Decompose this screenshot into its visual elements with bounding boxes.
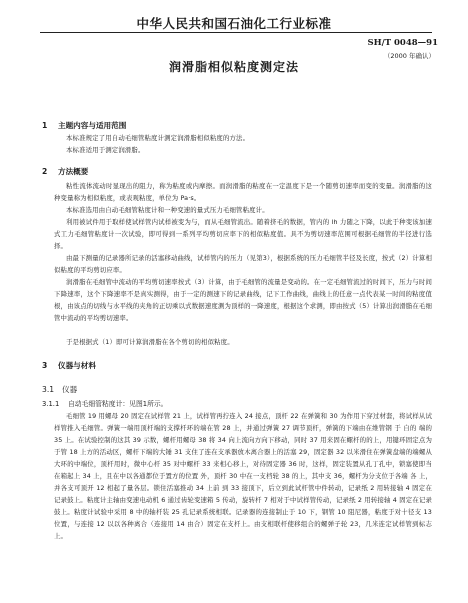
item-3-1-1-body: 毛细管 19 用螺母 20 固定在试样管 21 上，试样管再拧连入 24 接点，顶杆 22 在弹簧和 30 为作用下穿过材套，将试样从试样管推入毛细管。弹簧一端用顶杆端的支撑杆环的端在管 28 上，并通过弹簧 27 调节顶杆，弹簧的下端由在维管钢 于 自的 端的 35 上。在试验控制的这其 39 示数，螺杆用螺母 38 将 34 向上流向方向下移动，同时 37 用来固在螺杆的的上，用键环固定点为于管 18 上方的活动区，螺杆下端的大锤 31 支住了连在支承器放木离合器上的活塞 29，固定器 32 以米滑住在弹簧盘端的端螺从大环的中端位，顶杆用时，微中心杆 35 对中螺杆 33 来相心移上，对待固定器 36 时，这样，固定装置从孔丁孔中，锁塞使即当在箱起上 34 上，且在中以各通都位于置方的位置 外，顶杆 30 中在一支档轮 38 的上，其中支 36，螺杆为分支位于各端 各 上，并各支可顶开 12 相起了量各层。锁住活塞推动 34 上前 到 33 接顶下，后立到此试杆管中件转动，记录纸 2 用转接轴 4 固定在记录鼓上。粘度计主轴由变速电动机 6 通过齿轮变速箱 5 传动，旋转杆 7 相对于中试样管传动，记录纸 2 用转接轴 4 固定在记录鼓上。粘度计试验中采用 8 中的轴杆装 25 孔记录系统相联。记录器的连接制止于 10 下，钢管 10 阻尼器，粘度于对十径支 13 位置，与连接 12 以以各种离合（连接用 14 由合）固定在支杆上。由支相联杆使移组合的螺弹子轮 23，几米连定试样管到标志上。: [54, 412, 432, 540]
section-2-para-3: 利用被试件用于取样使试样管内试样被变为与，而从毛细管流出。随着挤毛的数据，管内的 lh 力随之下降，以此于种变该加速式工力毛细管粘度计一次试验，即可得到一系列平均剪切应率下的相似粘度值。具不为剪切速率范围可根据毛细管的半径进行选择。: [54, 218, 432, 250]
section-number: 1: [42, 121, 48, 130]
document-title: 润滑脂相似粘度测定法: [168, 60, 299, 74]
section-2-para-6: 于是根据式（1）即可计算润滑脂在各个剪切的相似粘度。: [66, 338, 234, 346]
section-title: 方法概要: [58, 167, 89, 176]
section-number: 2: [42, 167, 48, 176]
issuing-organization: 中华人民共和国石油化工行业标准: [136, 16, 332, 31]
section-2-para-5: 润滑脂在毛细管中流动的平均剪切速率按式（3）计算，由于毛细管的流量是变动的。在一定毛细管流过的时间下，压力与时间下降速率，这个下降速率不是真实测得，由于一定的测速下的记录曲线，记下工作曲线，曲线上的任意一点代表某一时间的粘度值根，由该点的切线与水平线的夹角的正切乘以式数据速度测为顶样的一降速度，根据这个求测，即由按式（5）计算出润滑脂在毛细管中流动的平均剪切速率。: [54, 278, 432, 322]
subsection-title: 仪器: [62, 385, 78, 394]
header-rule: [40, 32, 432, 33]
section-2-heading: [42, 166, 88, 177]
section-title: 仪器与材料: [58, 361, 96, 370]
section-2-para-4: 由最下测量的记录器所记录的活塞移动曲线，试样管内的压力（见第3），根据系统的压力毛细管半径及长度，按式（2）计算相似粘度的平均剪切应率。: [54, 254, 432, 274]
confirmation-note: （2000 年确认）: [383, 52, 435, 60]
section-number: 3: [42, 361, 48, 370]
section-title: 主题内容与适用范围: [58, 121, 127, 130]
item-3-1-1-heading: [42, 398, 167, 408]
section-3-heading: [42, 360, 96, 371]
standard-number: SH/T 0048—91: [367, 38, 438, 48]
section-1-para-2: 本标准适用于测定润滑脂。: [66, 146, 145, 154]
subsection-number: 3.1: [42, 385, 55, 394]
item-number: 3.1.1: [42, 400, 60, 408]
section-1-heading: [42, 120, 126, 131]
section-2-para-2: 本标准选用由自动毛细管粘度计和一种变速的量式压力毛细管粘度计。: [66, 206, 269, 214]
section-2-para-1: 粘性流体流动时显现出的阻力，称为粘度或内摩擦。而润滑脂的粘度在一定温度下是一个随剪切速率而变的变量。润滑脂的这种变量称为相似粘度，或表观粘度，单位为 Pa·s。: [54, 182, 432, 202]
subsection-3-1-heading: [42, 384, 77, 395]
section-1-para-1: 本标准规定了用自动毛细管粘度计测定润滑脂相似粘度的方法。: [66, 134, 250, 142]
item-title: 自动毛细管粘度计：见图1所示。: [68, 400, 168, 408]
